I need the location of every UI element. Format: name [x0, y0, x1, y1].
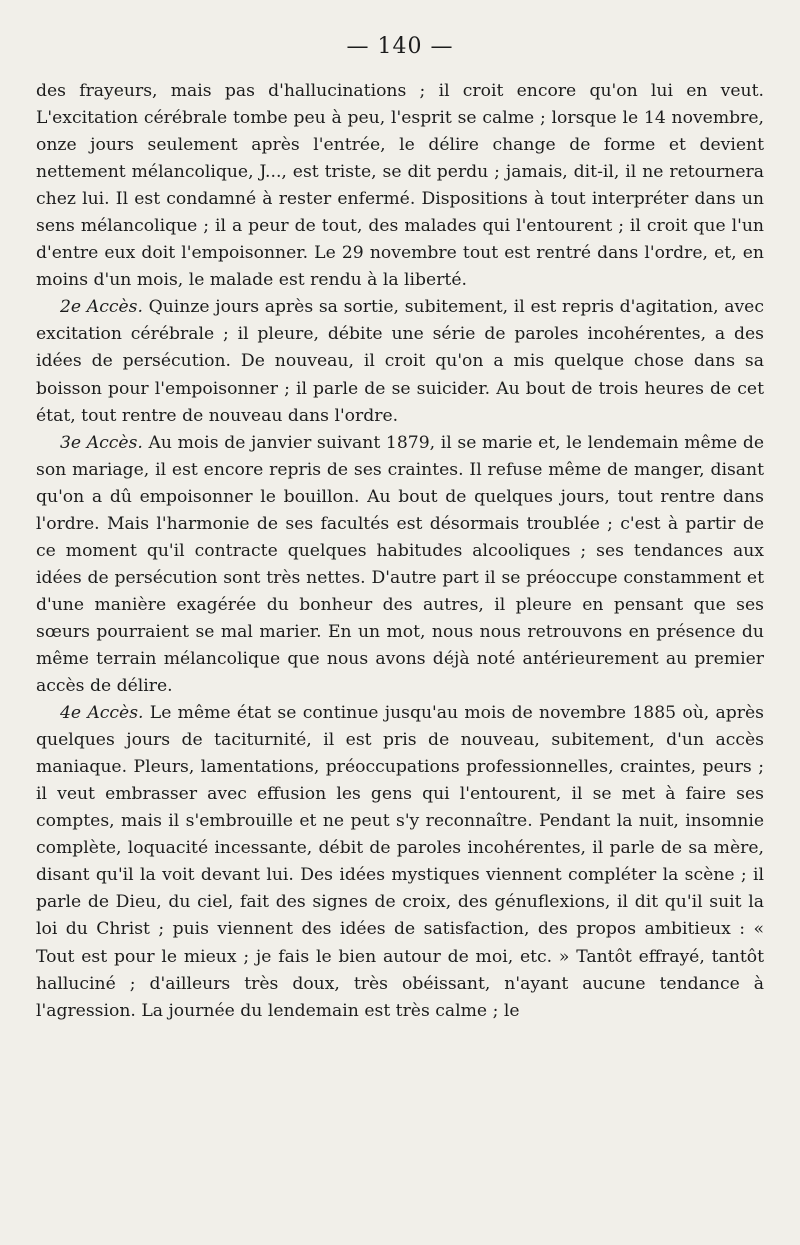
paragraph-text: des frayeurs, mais pas d'hallucinations ; il croit encore qu'on lui en veut. L'excitation cérébrale tombe peu à peu, l'esprit se calme ; lorsque le 14 novembre, onze jours seulement après l'entrée, le délire change de forme et devient nettement mélancolique, J..., est triste, se dit perdu ; jamais, dit-il, il ne retournera chez lui. Il est condamné à rester enfermé. Dispositions à tout interpréter dans un sens mélancolique ; il a peur de tout, des malades qui l'entourent ; il croit que l'un d'entre eux doit l'empoisonner. Le 29 novembre tout est rentré dans l'ordre, et, en moins d'un mois, le malade est rendu à la liberté. [36, 81, 764, 291]
paragraph-acces-3 [36, 430, 764, 700]
text-body [36, 78, 764, 1025]
paragraph-text: Le même état se continue jusqu'au mois de novembre 1885 où, après quelques jours de taciturnité, il est pris de nouveau, subitement, d'un accès maniaque. Pleurs, lamentations, préoccupations professionnelles, craintes, peurs ; il veut embrasser avec effusion les gens qui l'entourent, il se met à faire ses comptes, mais il s'embrouille et ne peut s'y reconnaître. Pendant la nuit, insomnie complète, loquacité incessante, débit de paroles incohérentes, il parle de sa mère, disant qu'il la voit devant lui. Des idées mystiques viennent compléter la scène ; il parle de Dieu, du ciel, fait des signes de croix, des génuflexions, il dit qu'il suit la loi du Christ ; puis viennent des idées de satisfaction, des propos ambitieux : « Tout est pour le mieux ; je fais le bien autour de moi, etc. » Tantôt effrayé, tantôt halluciné ; d'ailleurs très doux, très obéissant, n'ayant aucune tendance à l'agression. La journée du lendemain est très calme ; le [36, 703, 764, 1021]
document-page [36, 30, 764, 1025]
page-number: — 140 — [346, 34, 454, 59]
paragraph-text: Quinze jours après sa sortie, subitement, il est repris d'agitation, avec excitation cérébrale ; il pleure, débite une série de paroles incohérentes, a des idées de persécution. De nouveau, il croit qu'on a mis quelque chose dans sa boisson pour l'empoisonner ; il parle de se suicider. Au bout de trois heures de cet état, tout rentre de nouveau dans l'ordre. [36, 297, 764, 426]
acces-heading: 4e Accès. [60, 703, 144, 724]
paragraph-acces-4 [36, 700, 764, 1025]
paragraph-text: Au mois de janvier suivant 1879, il se marie et, le lendemain même de son mariage, il est encore repris de ses craintes. Il refuse même de manger, disant qu'on a dû empoisonner le bouillon. Au bout de quelques jours, tout rentre dans l'ordre. Mais l'harmonie de ses facultés est désormais troublée ; c'est à partir de ce moment qu'il contracte quelques habitudes alcooliques ; ses tendances aux idées de persécution sont très nettes. D'autre part il se préoccupe constamment et d'une manière exagérée du bonheur des autres, il pleure en pensant que ses sœurs pourraient se mal marier. En un mot, nous nous retrouvons en présence du même terrain mélancolique que nous avons déjà noté antérieurement au premier accès de délire. [36, 432, 764, 697]
acces-heading: 2e Accès. [60, 297, 143, 318]
paragraph-acces-2 [36, 294, 764, 429]
acces-heading: 3e Accès. [60, 432, 143, 453]
paragraph-continuation [36, 78, 764, 294]
